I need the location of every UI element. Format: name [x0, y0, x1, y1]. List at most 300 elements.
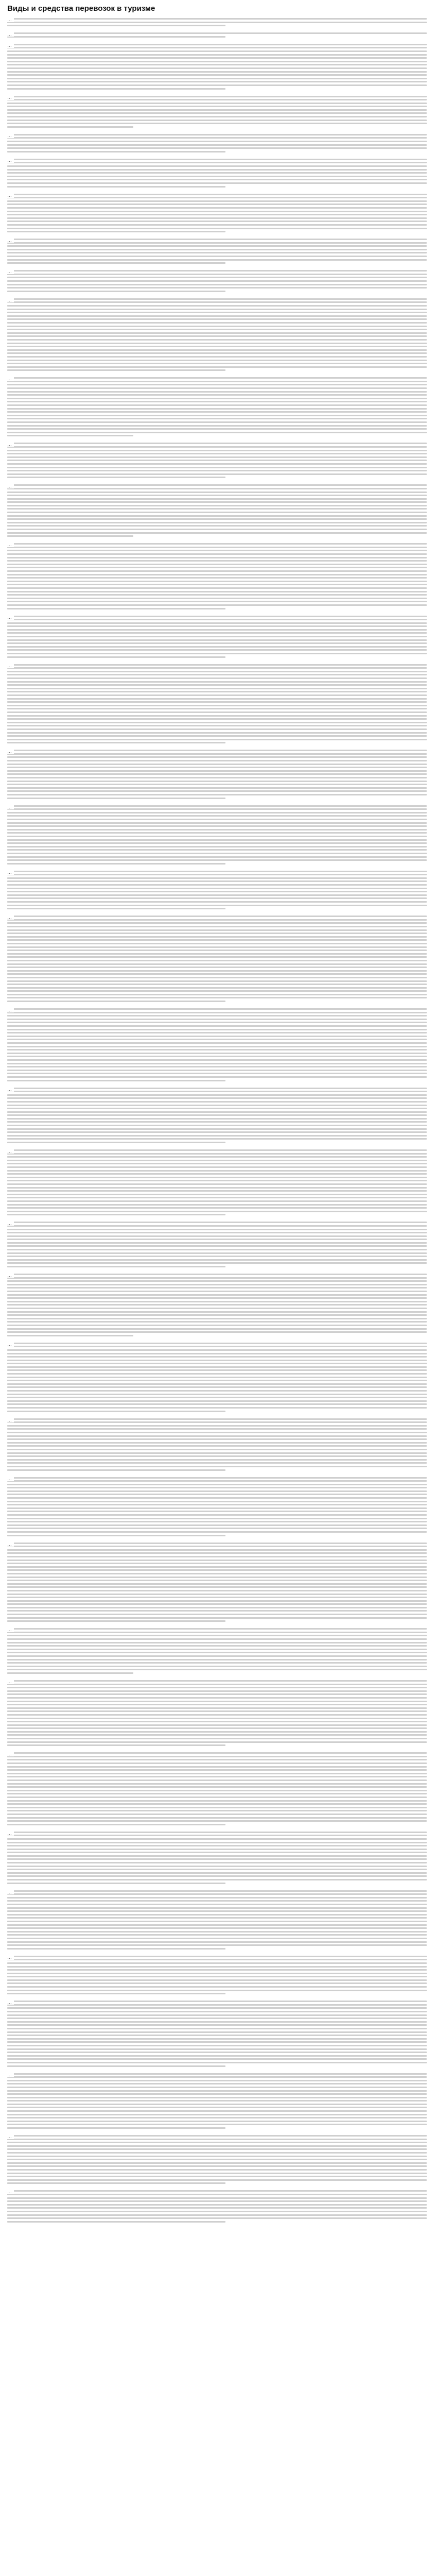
text-line	[7, 2073, 427, 2075]
text-line	[7, 1101, 427, 1103]
text-line	[7, 123, 427, 124]
text-line	[7, 1328, 427, 1330]
text-line	[7, 1666, 427, 1667]
text-line	[7, 366, 427, 368]
text-line	[7, 1438, 427, 1440]
text-line	[7, 1507, 427, 1509]
text-line	[7, 71, 427, 73]
text-line	[7, 1008, 427, 1010]
text-line	[7, 929, 427, 931]
text-line	[7, 1321, 427, 1323]
text-line	[7, 604, 427, 606]
text-line	[7, 863, 225, 865]
paragraph-text: …	[7, 1418, 14, 1422]
text-line	[7, 787, 427, 789]
text-line	[7, 1549, 427, 1551]
text-line	[7, 200, 427, 202]
text-line	[7, 587, 427, 589]
paragraph	[7, 1222, 427, 1267]
text-line	[7, 1803, 427, 1805]
text-line	[7, 360, 427, 361]
text-line	[7, 543, 427, 545]
text-line	[7, 1852, 427, 1853]
paragraph-text: …	[7, 43, 14, 48]
text-line	[7, 653, 427, 654]
text-line	[7, 1875, 427, 1877]
text-line	[7, 960, 427, 961]
paragraph	[7, 1832, 427, 1884]
text-line	[7, 54, 427, 56]
text-line	[7, 1180, 427, 1181]
text-line	[7, 1814, 427, 1815]
text-line	[7, 560, 427, 562]
text-line	[7, 1019, 427, 1020]
paragraph-text: …	[7, 1628, 14, 1632]
text-line	[7, 64, 427, 65]
text-line	[7, 411, 427, 413]
text-line	[7, 18, 427, 20]
paragraph	[7, 377, 427, 436]
text-line	[7, 1617, 427, 1619]
text-line	[7, 418, 427, 419]
text-line	[7, 2021, 427, 2023]
text-line	[7, 318, 427, 320]
text-line	[7, 1418, 427, 1420]
paragraph-lines	[7, 2135, 427, 2184]
text-line	[7, 2007, 427, 2009]
text-line	[7, 179, 427, 180]
paragraph-lines	[7, 1477, 427, 1536]
paragraph	[7, 443, 427, 478]
text-line	[7, 2117, 427, 2119]
text-line	[7, 147, 427, 149]
text-line	[7, 722, 427, 723]
text-line	[7, 194, 427, 195]
text-line	[7, 1311, 427, 1313]
text-line	[7, 622, 427, 624]
text-line	[7, 1091, 427, 1092]
paragraph-lines	[7, 1680, 427, 1746]
paragraph	[7, 18, 427, 26]
text-line	[7, 1356, 427, 1358]
text-line	[7, 1845, 427, 1846]
text-line	[7, 1262, 427, 1264]
text-line	[7, 1879, 427, 1880]
text-line	[7, 1577, 427, 1578]
text-line	[7, 1063, 427, 1064]
text-line	[7, 711, 427, 713]
text-line	[7, 287, 427, 289]
paragraph-lines	[7, 1222, 427, 1267]
text-line	[7, 1121, 427, 1123]
text-line	[7, 2139, 427, 2140]
text-line	[7, 1603, 427, 1605]
text-line	[7, 1900, 427, 1902]
text-line	[7, 1982, 427, 1984]
text-line	[7, 1672, 133, 1674]
text-line	[7, 753, 427, 755]
text-line	[7, 1197, 427, 1198]
text-line	[7, 363, 427, 364]
text-line	[7, 667, 427, 669]
text-line	[7, 120, 427, 121]
text-line	[7, 1546, 427, 1547]
text-line	[7, 78, 427, 79]
text-line	[7, 415, 427, 416]
text-line	[7, 305, 427, 307]
text-line	[7, 428, 427, 430]
text-line	[7, 839, 427, 841]
text-line	[7, 642, 427, 644]
text-line	[7, 1335, 133, 1336]
paragraph	[7, 239, 427, 264]
text-line	[7, 1025, 427, 1027]
paragraph	[7, 1088, 427, 1144]
text-line	[7, 674, 427, 675]
text-line	[7, 764, 427, 765]
paragraph	[7, 159, 427, 188]
paragraph-text: …	[7, 1149, 14, 1154]
text-line	[7, 922, 427, 924]
text-line	[7, 1331, 427, 1333]
text-line	[7, 312, 427, 313]
text-line	[7, 781, 427, 782]
text-line	[7, 456, 427, 458]
text-line	[7, 1614, 427, 1615]
text-line	[7, 67, 427, 69]
text-line	[7, 1518, 427, 1519]
text-line	[7, 1383, 427, 1385]
text-line	[7, 742, 225, 743]
text-line	[7, 1986, 427, 1988]
text-line	[7, 1800, 427, 1802]
text-line	[7, 211, 427, 212]
text-line	[7, 1521, 427, 1522]
text-line	[7, 2162, 427, 2164]
text-line	[7, 1566, 427, 1568]
text-line	[7, 239, 427, 240]
paragraph	[7, 1477, 427, 1536]
text-line	[7, 1543, 427, 1544]
text-line	[7, 176, 427, 177]
text-line	[7, 1256, 427, 1257]
text-line	[7, 877, 427, 879]
paragraph-lines	[7, 44, 427, 90]
text-line	[7, 1455, 427, 1457]
text-line	[7, 1897, 427, 1899]
text-line	[7, 498, 427, 500]
text-line	[7, 508, 427, 510]
paragraph-text: …	[7, 543, 14, 547]
text-line	[7, 446, 427, 448]
text-line	[7, 856, 427, 858]
text-line	[7, 812, 427, 814]
paragraph	[7, 1274, 427, 1336]
text-line	[7, 1649, 427, 1650]
text-line	[7, 1421, 427, 1423]
text-line	[7, 2093, 427, 2095]
text-line	[7, 901, 427, 903]
paragraph-text: …	[7, 1831, 14, 1836]
text-line	[7, 664, 427, 666]
text-line	[7, 408, 427, 410]
text-line	[7, 1869, 427, 1870]
text-line	[7, 505, 427, 506]
text-line	[7, 377, 427, 379]
text-line	[7, 1866, 427, 1867]
text-line	[7, 535, 133, 537]
text-line	[7, 1714, 427, 1716]
text-line	[7, 1838, 427, 1840]
text-line	[7, 1314, 427, 1316]
text-line	[7, 1022, 427, 1023]
text-line	[7, 2062, 427, 2063]
text-line	[7, 259, 427, 261]
text-line	[7, 1484, 427, 1485]
text-line	[7, 1741, 427, 1743]
text-line	[7, 1242, 427, 1244]
text-line	[7, 1990, 427, 1991]
text-line	[7, 1073, 427, 1074]
text-line	[7, 1462, 427, 1464]
text-line	[7, 326, 427, 327]
text-line	[7, 492, 427, 493]
text-line	[7, 619, 427, 620]
paragraph-lines	[7, 159, 427, 188]
text-line	[7, 2058, 427, 2060]
text-line	[7, 767, 427, 768]
text-line	[7, 1652, 427, 1653]
text-line	[7, 739, 427, 740]
text-line	[7, 515, 427, 517]
paragraph	[7, 1149, 427, 1215]
text-line	[7, 1718, 427, 1719]
text-line	[7, 1976, 427, 1977]
text-line	[7, 214, 427, 215]
text-line	[7, 2104, 427, 2105]
text-line	[7, 953, 427, 955]
paragraph-lines	[7, 805, 427, 865]
paragraph	[7, 1343, 427, 1412]
text-line	[7, 1620, 225, 1622]
text-line	[7, 501, 427, 503]
text-line	[7, 2124, 427, 2125]
paragraph-lines	[7, 32, 427, 38]
paragraph-text: …	[7, 1087, 14, 1092]
paragraph-lines	[7, 1956, 427, 1995]
text-line	[7, 874, 427, 875]
text-line	[7, 245, 427, 247]
text-line	[7, 1855, 427, 1857]
text-line	[7, 2018, 427, 2019]
text-line	[7, 1325, 427, 1326]
text-line	[7, 794, 427, 795]
paragraph-lines	[7, 134, 427, 152]
text-line	[7, 1962, 427, 1964]
paragraph-lines	[7, 750, 427, 799]
text-line	[7, 532, 427, 534]
text-line	[7, 1924, 427, 1926]
paragraph-text: …	[7, 805, 14, 809]
text-line	[7, 2179, 427, 2181]
paragraph-text: …	[7, 32, 14, 37]
text-line	[7, 467, 427, 468]
text-line	[7, 732, 427, 734]
paragraph	[7, 1543, 427, 1622]
text-line	[7, 677, 427, 679]
paragraph-text: …	[7, 1680, 14, 1684]
paragraph-text: …	[7, 870, 14, 875]
text-line	[7, 1858, 427, 1860]
text-line	[7, 1583, 427, 1585]
text-line	[7, 356, 427, 358]
text-line	[7, 897, 427, 899]
text-line	[7, 1128, 427, 1130]
text-line	[7, 1380, 427, 1381]
text-line	[7, 1934, 427, 1936]
text-line	[7, 2169, 427, 2171]
text-line	[7, 1229, 427, 1230]
text-line	[7, 570, 427, 572]
text-line	[7, 770, 427, 772]
text-line	[7, 381, 427, 382]
text-line	[7, 522, 427, 523]
paragraph-lines	[7, 616, 427, 658]
text-line	[7, 352, 427, 354]
text-line	[7, 616, 427, 617]
text-line	[7, 980, 427, 982]
paragraph-text: …	[7, 377, 14, 381]
paragraph-text: …	[7, 1342, 14, 1347]
text-line	[7, 936, 427, 938]
text-line	[7, 61, 427, 62]
paragraph	[7, 664, 427, 744]
text-line	[7, 1049, 427, 1050]
text-line	[7, 134, 427, 135]
text-line	[7, 1638, 427, 1640]
text-line	[7, 591, 427, 592]
paragraph-lines	[7, 1418, 427, 1471]
text-line	[7, 2038, 427, 2040]
text-line	[7, 1211, 427, 1212]
text-line	[7, 435, 133, 436]
paragraph-lines	[7, 443, 427, 478]
text-line	[7, 22, 427, 23]
text-line	[7, 916, 427, 917]
text-line	[7, 880, 427, 882]
text-line	[7, 1917, 427, 1919]
text-line	[7, 1632, 427, 1633]
text-line	[7, 186, 225, 188]
text-line	[7, 1511, 427, 1512]
text-line	[7, 1783, 427, 1785]
text-line	[7, 1343, 427, 1344]
text-line	[7, 1070, 427, 1071]
paragraph-lines	[7, 1088, 427, 1144]
text-line	[7, 1586, 427, 1588]
text-line	[7, 1531, 427, 1533]
text-line	[7, 2156, 427, 2157]
text-line	[7, 1849, 427, 1850]
text-line	[7, 242, 427, 244]
text-line	[7, 1487, 427, 1488]
text-line	[7, 1291, 427, 1292]
text-line	[7, 2214, 427, 2216]
paragraph	[7, 805, 427, 865]
text-line	[7, 2127, 225, 2129]
text-line	[7, 1948, 225, 1950]
text-line	[7, 274, 427, 275]
text-line	[7, 1752, 427, 1754]
paragraph-lines	[7, 239, 427, 264]
text-line	[7, 2097, 427, 2098]
text-line	[7, 151, 225, 152]
text-line	[7, 819, 427, 820]
text-line	[7, 84, 427, 86]
text-line	[7, 1301, 427, 1302]
text-line	[7, 1786, 427, 1788]
paragraph-text: …	[7, 2134, 14, 2139]
text-line	[7, 88, 225, 90]
text-line	[7, 553, 427, 555]
text-line	[7, 846, 427, 848]
text-line	[7, 332, 427, 334]
paragraph	[7, 1752, 427, 1825]
text-line	[7, 805, 427, 807]
paragraph-text: …	[7, 238, 14, 243]
text-line	[7, 1680, 427, 1682]
text-line	[7, 943, 427, 944]
paragraph	[7, 96, 427, 128]
text-line	[7, 836, 427, 837]
text-line	[7, 1088, 427, 1089]
text-line	[7, 1497, 427, 1499]
text-line	[7, 2194, 427, 2195]
text-line	[7, 291, 225, 292]
text-line	[7, 1594, 427, 1595]
text-line	[7, 162, 427, 163]
text-line	[7, 1403, 427, 1405]
text-line	[7, 1432, 427, 1433]
text-line	[7, 1445, 427, 1447]
text-line	[7, 343, 427, 344]
paragraph	[7, 750, 427, 799]
text-line	[7, 484, 427, 486]
text-line	[7, 126, 133, 128]
text-line	[7, 1797, 427, 1798]
text-line	[7, 756, 427, 758]
paragraph-text: …	[7, 1273, 14, 1278]
text-line	[7, 284, 427, 285]
paragraph-lines	[7, 270, 427, 292]
text-line	[7, 1790, 427, 1791]
text-line	[7, 1738, 427, 1739]
text-line	[7, 1607, 427, 1608]
text-line	[7, 262, 225, 264]
text-line	[7, 1477, 427, 1479]
text-line	[7, 1759, 427, 1760]
text-line	[7, 1183, 427, 1185]
text-line	[7, 1893, 427, 1895]
text-line	[7, 36, 225, 38]
paragraph	[7, 2073, 427, 2129]
text-line	[7, 477, 225, 478]
text-line	[7, 1349, 427, 1351]
text-line	[7, 1501, 427, 1502]
text-line	[7, 1397, 427, 1398]
paragraph-lines	[7, 377, 427, 436]
text-line	[7, 698, 427, 700]
